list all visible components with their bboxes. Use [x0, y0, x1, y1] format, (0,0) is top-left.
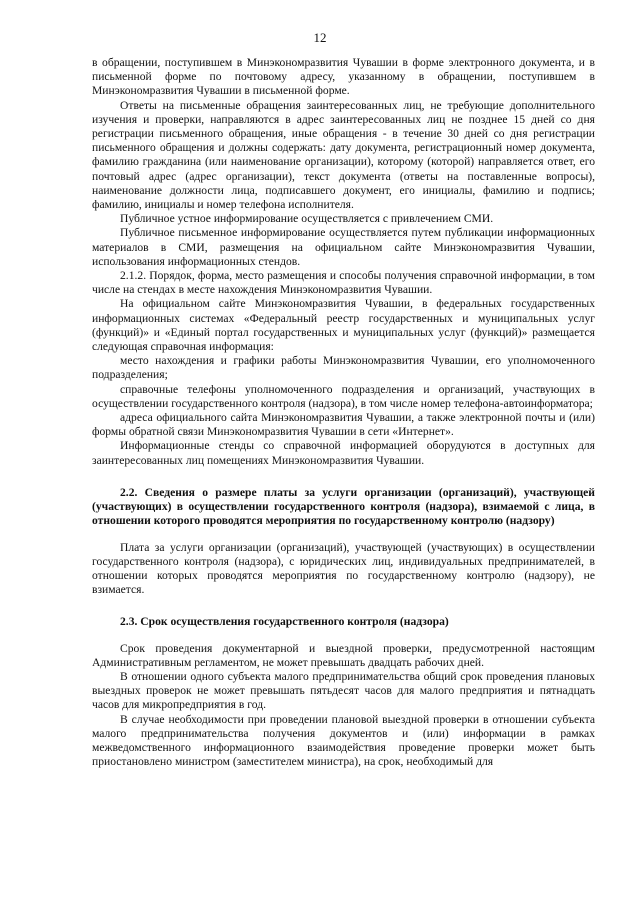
document-body — [92, 56, 595, 769]
section-2-3-heading: 2.3. Срок осуществления государственного контроля (надзора) — [120, 615, 449, 629]
paragraph-phones: справочные телефоны уполномоченного подразделения и организаций, участвующих в осуществлении государственного контроля (надзора), в том числе номер телефона-автоинформатора; — [92, 382, 595, 410]
spacer — [92, 597, 595, 615]
paragraph-addresses: адреса официального сайта Минэкономразвития Чувашии, а также электронной почты и (или) формы обратной связи Минэкономразвития Чувашии в сети «Интернет». — [92, 411, 595, 439]
paragraph-official-site: На официальном сайте Минэкономразвития Чувашии, в федеральных государственных информационных системах «Федеральный реестр государственных и муниципальных услуг (функций)» и «Единый портал государственных и муниципальных услуг (функций)» размещается следующая справочная информация: — [92, 297, 595, 354]
paragraph-continuation: в обращении, поступившем в Минэкономразвития Чувашии в форме электронного документа, и в письменной форме по почтовому адресу, указанному в обращении, поступившем в Минэкономразвития Чувашии в письменной форме. — [92, 56, 595, 98]
section-2-3-paragraph-duration: Срок проведения документарной и выездной проверки, предусмотренной настоящим Административным регламентом, не может превышать двадцать рабочих дней. — [92, 641, 595, 669]
section-2-3-paragraph-small-business: В отношении одного субъекта малого предпринимательства общий срок проведения плановых выездных проверок не может превышать пятьдесят часов для малого предприятия и пятнадцать часов для микропредприятия в год. — [92, 669, 595, 712]
section-2-3-paragraph-suspension: В случае необходимости при проведении плановой выездной проверки в отношении субъекта малого предпринимательства получения документов и (или) информации в рамках межведомственного информационного взаимодействия проведение проверки может быть приостановлено министром (заместителем министра), на срок, необходимый для — [92, 712, 595, 769]
spacer — [92, 630, 595, 642]
paragraph-written-responses: Ответы на письменные обращения заинтересованных лиц, не требующие дополнительного изучения и проверки, направляются в адрес заинтересованных лиц не позднее 15 дней со дня регистрации письменного обращения, иные обращения - в течение 30 дней со дня регистрации письменного обращения и должны содержать: дату документа, регистрационный номер документа, фамилию гражданина (или наименование организации), которому (которой) направляется ответ, его почтовый адрес (адрес организации), текст документа (ответы на поставленные вопросы), наименование должности лица, подписавшего документ, его инициалы, фамилию и подпись; фамилию, инициалы и номер телефона исполнителя. — [92, 98, 595, 212]
paragraph-written-informing: Публичное письменное информирование осуществляется путем публикации информационных материалов в СМИ, размещения на официальном сайте Минэкономразвития Чувашии, использования информационных стендов. — [92, 226, 595, 268]
section-2-2-paragraph: Плата за услуги организации (организаций), участвующей (участвующих) в осуществлении государственного контроля (надзора), с юридических лиц, индивидуальных предпринимателей, в отношении которых проводятся мероприятия по государственному контролю (надзору), не взимается. — [92, 540, 595, 597]
paragraph-2-1-2: 2.1.2. Порядок, форма, место размещения и способы получения справочной информации, в том числе на стендах в месте нахождения Минэкономразвития Чувашии. — [92, 269, 595, 297]
spacer — [92, 529, 595, 541]
paragraph-oral-informing: Публичное устное информирование осуществляется с привлечением СМИ. — [120, 212, 494, 226]
section-2-2-heading: 2.2. Сведения о размере платы за услуги организации (организаций), участвующей (участвующих) в осуществлении государственного контроля (надзора), взимаемой с лица, в отношении которого проводятся мероприятия по государственному контролю (надзору) — [92, 485, 595, 528]
spacer — [92, 468, 595, 486]
paragraph-info-stands: Информационные стенды со справочной информацией оборудуются в доступных для заинтересованных лиц помещениях Минэкономразвития Чувашии. — [92, 439, 595, 467]
paragraph-location-schedule: место нахождения и графики работы Минэкономразвития Чувашии, его уполномоченного подразделения; — [92, 354, 595, 382]
page-number: 12 — [313, 30, 327, 45]
